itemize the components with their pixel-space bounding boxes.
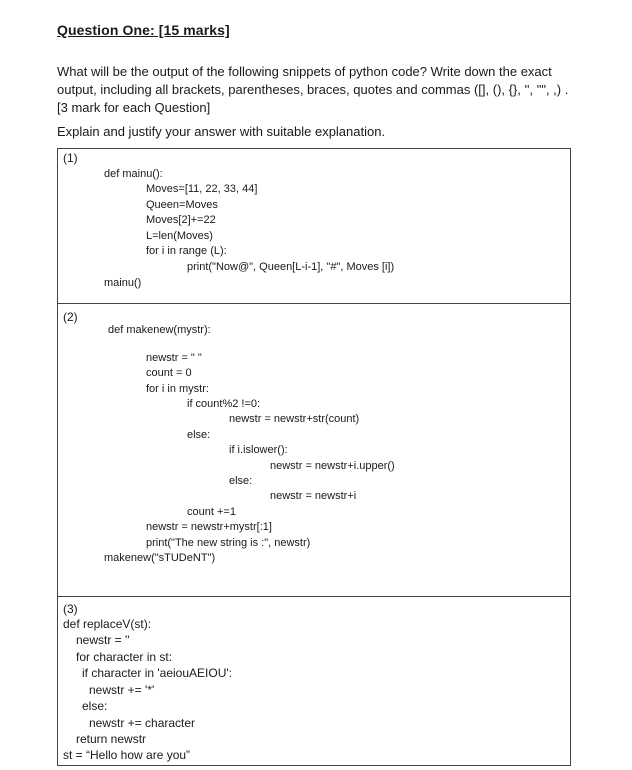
- code-line: newstr += character: [89, 716, 196, 730]
- instructions-line-1: What will be the output of the following snippets of python code? Write down the exact: [57, 64, 552, 79]
- code-line: Queen=Moves: [146, 199, 218, 211]
- question-title: Question One: [15 marks]: [57, 22, 230, 38]
- instructions-line-2: output, including all brackets, parentheses, braces, quotes and commas ([], (), {}, '', "", ,) .: [57, 82, 569, 97]
- code-line: if character in 'aeiouAEIOU':: [82, 666, 232, 680]
- code-line: def makenew(mystr):: [108, 324, 211, 336]
- explain-instruction: Explain and justify your answer with suitable explanation.: [57, 124, 386, 139]
- code-line: mainu(): [104, 277, 142, 289]
- code-line: if count%2 !=0:: [187, 398, 261, 410]
- code-line: else:: [229, 475, 253, 487]
- code-line: newstr = newstr+i.upper(): [270, 460, 395, 472]
- code-line: for i in mystr:: [146, 383, 209, 395]
- code-line: for character in st:: [76, 650, 173, 664]
- code-line: L=len(Moves): [146, 230, 213, 242]
- code-line: newstr = newstr+str(count): [229, 413, 360, 425]
- code-line: def mainu():: [104, 168, 163, 180]
- code-line: count = 0: [146, 367, 192, 379]
- code-line: else:: [82, 699, 108, 713]
- code-line: makenew("sTUDeNT"): [104, 552, 216, 564]
- code-line: return newstr: [76, 732, 147, 746]
- question-1-number: (1): [63, 151, 78, 165]
- question-3-box: [57, 596, 571, 766]
- code-line: newstr = '': [76, 633, 130, 647]
- code-line: st = “Hello how are you”: [63, 748, 191, 762]
- code-line: newstr = newstr+i: [270, 490, 357, 502]
- code-line: newstr = " ": [146, 352, 202, 364]
- code-line: Moves=[11, 22, 33, 44]: [146, 183, 258, 195]
- code-line: newstr = newstr+mystr[:1]: [146, 521, 272, 533]
- code-line: for i in range (L):: [146, 245, 227, 257]
- question-1-box: [57, 148, 571, 304]
- code-line: print("The new string is :", newstr): [146, 537, 311, 549]
- code-line: count +=1: [187, 506, 236, 518]
- question-2-number: (2): [63, 310, 78, 324]
- code-line: else:: [187, 429, 211, 441]
- code-line: if i.islower():: [229, 444, 288, 456]
- instructions: [57, 63, 617, 117]
- code-line: print("Now@", Queen[L-i-1], "#", Moves [i]): [187, 261, 395, 273]
- question-3-number: (3): [63, 602, 78, 616]
- instructions-line-3: [3 mark for each Question]: [57, 100, 211, 115]
- code-line: newstr += '*': [89, 683, 155, 697]
- question-2-box: [57, 303, 571, 597]
- code-line: Moves[2]+=22: [146, 214, 216, 226]
- code-line: def replaceV(st):: [63, 617, 152, 631]
